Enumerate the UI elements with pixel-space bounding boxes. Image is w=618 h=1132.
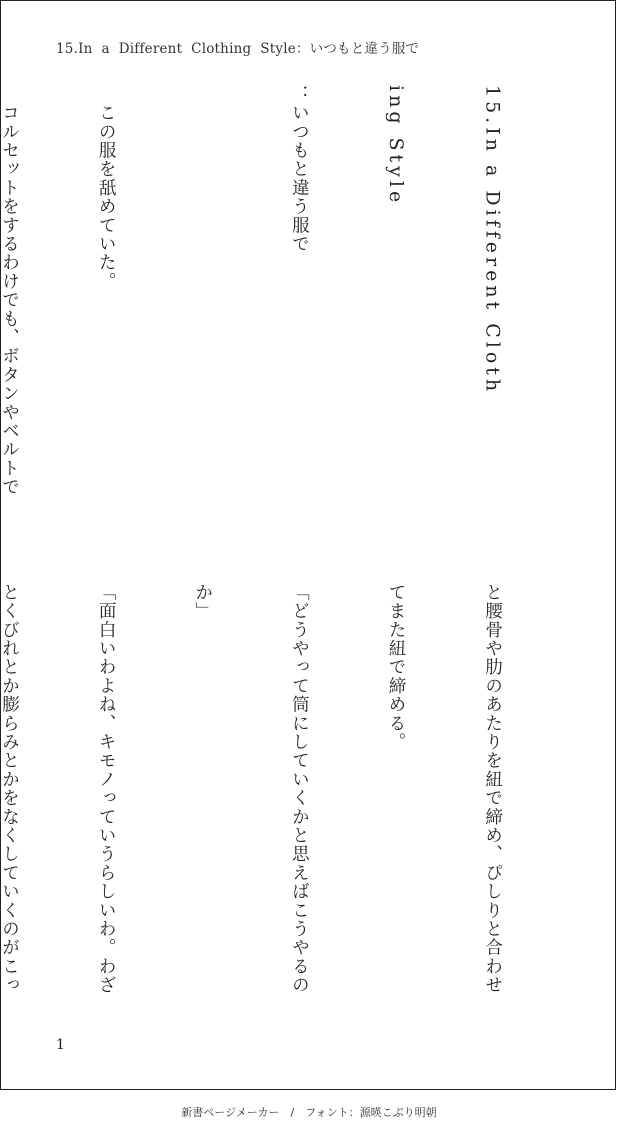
chapter-title-line: 15.In a Different Cloth bbox=[481, 85, 504, 396]
text-line bbox=[187, 85, 219, 535]
text-line: 「どうやって筒にしていくかと思えばこうやるの bbox=[289, 583, 310, 995]
upper-text-block bbox=[0, 85, 573, 535]
footer-credit: 新書ページメーカー / フォント：源暎こぶり明朝 bbox=[181, 1106, 437, 1119]
text-line: てまた紐で締める。 bbox=[385, 583, 406, 752]
text-line: 「面白いわよね、キモノっていうらしいわ。わざ bbox=[96, 583, 117, 995]
chapter-subtitle-line: ：いつもと違う服で bbox=[289, 85, 310, 254]
text-line: コルセットをするわけでも、ボタンやベルトで bbox=[0, 85, 20, 497]
running-header: 15.In a Different Clothing Style：いつもと違う服で bbox=[56, 41, 420, 57]
text-line: とくびれとか膨らみとかをなくしていくのがこっ bbox=[0, 583, 20, 995]
text-line: か」 bbox=[192, 583, 213, 621]
lower-text-block bbox=[0, 583, 573, 1023]
page-number: 1 bbox=[56, 1037, 65, 1053]
text-line: この服を舐めていた。 bbox=[96, 85, 117, 291]
text-line: と腰骨や肋のあたりを紐で締め、ぴしりと合わせ bbox=[482, 583, 503, 995]
chapter-title-line: ing Style bbox=[384, 85, 407, 207]
